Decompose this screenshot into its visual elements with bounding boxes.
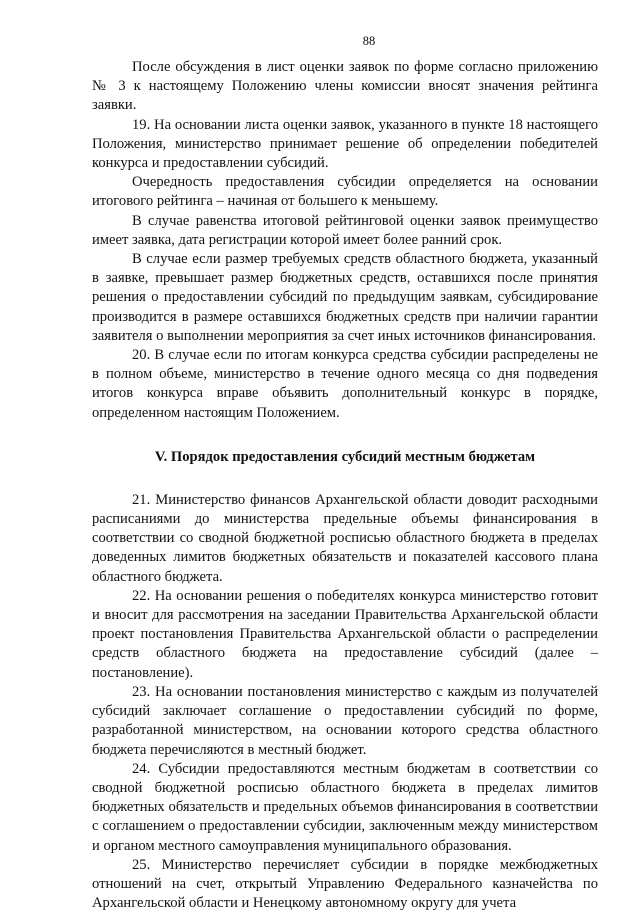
section-heading: V. Порядок предоставления субсидий местным бюджетам [154,448,536,465]
paragraph-23: 23. На основании постановления министерство с каждым из получателей субсидий заключает соглашение о предоставлении субсидий по форме, разработанной министерством, на основании которого средства областного бюджета перечисляются в местный бюджет. [92,683,598,758]
paragraph-25: 25. Министерство перечисляет субсидии в порядке межбюджетных отношений на счет, открытый Управлению Федерального казначейства по Архангельской области и Ненецкому автономному округу для учета [92,856,598,912]
paragraph-equal-rating: В случае равенства итоговой рейтинговой оценки заявок преимущество имеет заявка, дата регистрации которой имеет более ранний срок. [92,212,598,248]
page-number: 88 [362,34,376,48]
paragraph-24: 24. Субсидии предоставляются местным бюджетам в соответствии со сводной бюджетной росписью областного бюджета в пределах лимитов бюджетных обязательств и предельных объемов финансирования в соответствии с соглашением о предоставлении субсидии, заключенным между министерством и органом местного самоуправления муниципального образования. [92,760,598,854]
paragraph-21: 21. Министерство финансов Архангельской области доводит расходными расписаниями до министерства предельные объемы финансирования в соответствии со сводной бюджетной росписью областного бюджета в пределах доведенных лимитов бюджетных обязательств и показателей кассового плана областного бюджета. [92,491,598,585]
paragraph-rating-entry: После обсуждения в лист оценки заявок по форме согласно приложению № 3 к настоящему Положению члены комиссии вносят значения рейтинга заявки. [92,59,598,114]
paragraph-22: 22. На основании решения о победителях конкурса министерство готовит и вносит для рассмотрения на заседании Правительства Архангельской области проект постановления Правительства Архангельской области о распределении средств областного бюджета на предоставление субсидий (далее – постановление). [92,587,598,681]
paragraph-20: 20. В случае если по итогам конкурса средства субсидии распределены не в полном объеме, министерство в течение одного месяца со дня подведения итогов конкурса вправе объявить дополнительный конкурс в порядке, определенном настоящим Положением. [92,347,598,421]
paragraph-budget-excess: В случае если размер требуемых средств областного бюджета, указанный в заявке, превышает размер бюджетных средств, оставшихся после принятия решения о предоставлении субсидий по предыдущим заявкам, субсидирование производится в размере оставшихся бюджетных средств при наличии гарантии заявителя о выполнении мероприятия за счет иных источников финансирования. [92,251,598,344]
paragraph-priority-order: Очередность предоставления субсидии определяется на основании итогового рейтинга – начиная от большего к меньшему. [92,174,598,210]
paragraph-19: 19. На основании листа оценки заявок, указанного в пункте 18 настоящего Положения, министерство принимает решение об определении победителей конкурса и предоставлении субсидий. [92,116,598,172]
